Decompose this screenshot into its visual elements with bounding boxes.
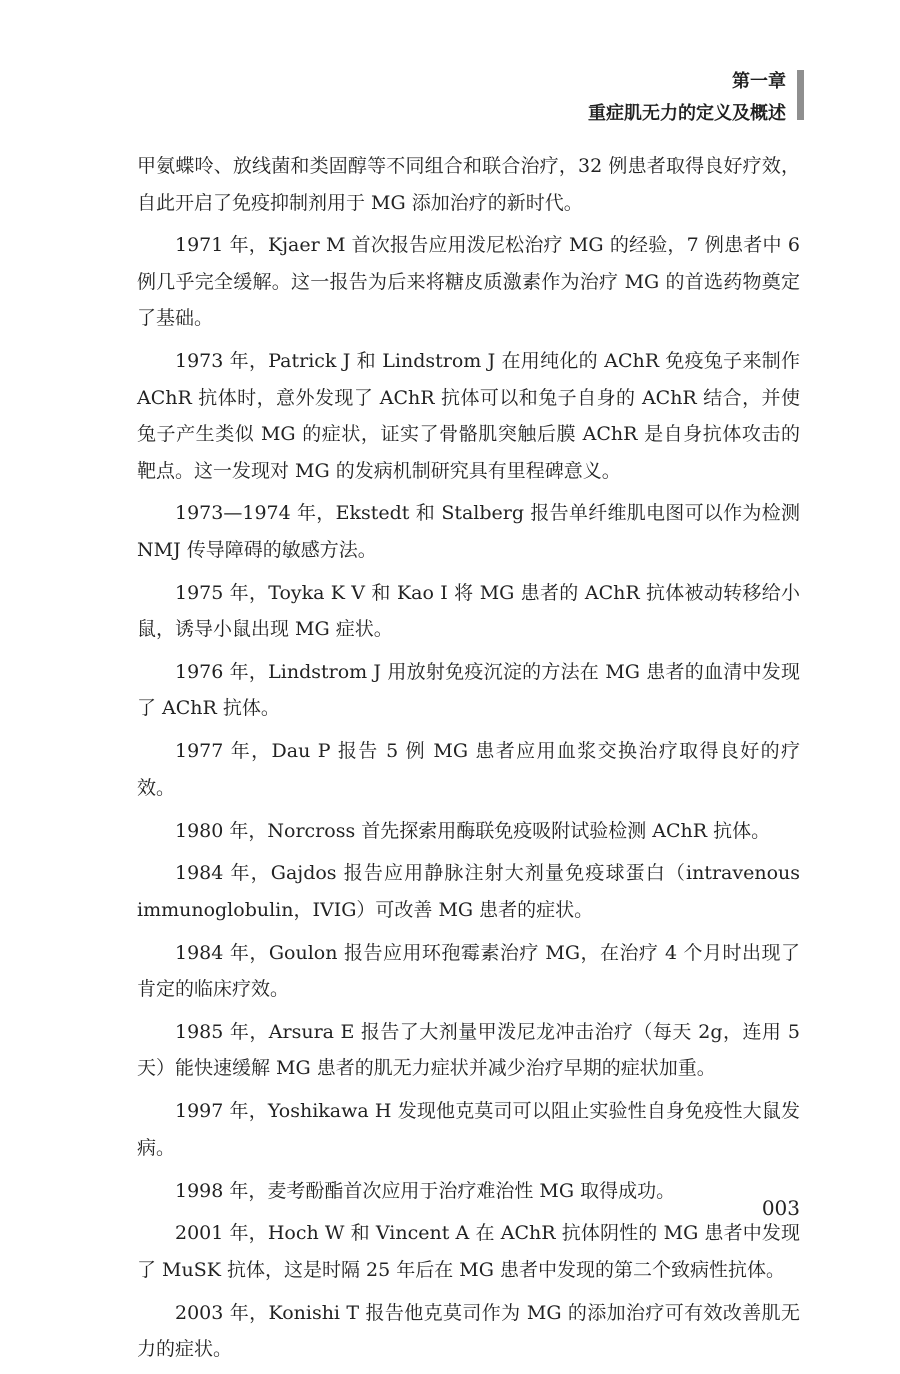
paragraph-2001: 2001 年，Hoch W 和 Vincent A 在 AChR 抗体阴性的 MG 患者中发现了 MuSK 抗体，这是时隔 25 年后在 MG 患者中发现的第二个致病性抗体。 <box>137 1222 800 1281</box>
paragraph-1975: 1975 年，Toyka K V 和 Kao I 将 MG 患者的 AChR 抗体被动转移给小鼠，诱导小鼠出现 MG 症状。 <box>137 581 800 641</box>
chapter-title: 重症肌无力的定义及概述 <box>588 103 786 124</box>
paragraph-1998: 1998 年，麦考酚酯首次应用于治疗难治性 MG 取得成功。 <box>175 1179 676 1202</box>
paragraph-2003: 2003 年，Konishi T 报告他克莫司作为 MG 的添加治疗可有效改善肌无力的症状。 <box>137 1301 800 1361</box>
paragraph-1973-patrick: 1973 年，Patrick J 和 Lindstrom J 在用纯化的 AChR 免疫兔子来制作 AChR 抗体时，意外发现了 AChR 抗体可以和兔子自身的 AChR 结合，并使兔子产生类似 MG 的症状，证实了骨骼肌突触后膜 AChR 是自身抗体攻击的靶点。这一发现对 MG 的发病机制研究具有里程碑意义。 <box>137 350 800 482</box>
paragraph-1976: 1976 年，Lindstrom J 用放射免疫沉淀的方法在 MG 患者的血清中发现了 AChR 抗体。 <box>137 660 800 720</box>
paragraph-1971: 1971 年，Kjaer M 首次报告应用泼尼松治疗 MG 的经验，7 例患者中 6 例几乎完全缓解。这一报告为后来将糖皮质激素作为治疗 MG 的首选药物奠定了基础。 <box>137 234 800 330</box>
paragraph-1973-1974: 1973—1974 年，Ekstedt 和 Stalberg 报告单纤维肌电图可以作为检测 NMJ 传导障碍的敏感方法。 <box>137 502 800 561</box>
page-number: 003 <box>761 1196 800 1220</box>
paragraph-1984-gajdos: 1984 年，Gajdos 报告应用静脉注射大剂量免疫球蛋白（intravenous immunoglobulin，IVIG）可改善 MG 患者的症状。 <box>137 862 800 921</box>
header-accent-bar <box>797 70 804 120</box>
paragraph-continuation: 甲氨蝶呤、放线菌和类固醇等不同组合和联合治疗，32 例患者取得良好疗效，自此开启了免疫抑制剂用于 MG 添加治疗的新时代。 <box>137 155 800 214</box>
page-body <box>137 148 800 1374</box>
chapter-label: 第一章 <box>732 71 786 92</box>
paragraph-1980: 1980 年，Norcross 首先探索用酶联免疫吸附试验检测 AChR 抗体。 <box>175 819 771 842</box>
paragraph-1984-goulon: 1984 年，Goulon 报告应用环孢霉素治疗 MG，在治疗 4 个月时出现了肯定的临床疗效。 <box>137 941 800 1001</box>
paragraph-1985: 1985 年，Arsura E 报告了大剂量甲泼尼龙冲击治疗（每天 2g，连用 5 天）能快速缓解 MG 患者的肌无力症状并减少治疗早期的症状加重。 <box>137 1020 800 1080</box>
paragraph-1997: 1997 年，Yoshikawa H 发现他克莫司可以阻止实验性自身免疫性大鼠发病。 <box>137 1100 800 1159</box>
paragraph-1977: 1977 年，Dau P 报告 5 例 MG 患者应用血浆交换治疗取得良好的疗效。 <box>137 740 800 799</box>
running-header <box>588 70 786 128</box>
